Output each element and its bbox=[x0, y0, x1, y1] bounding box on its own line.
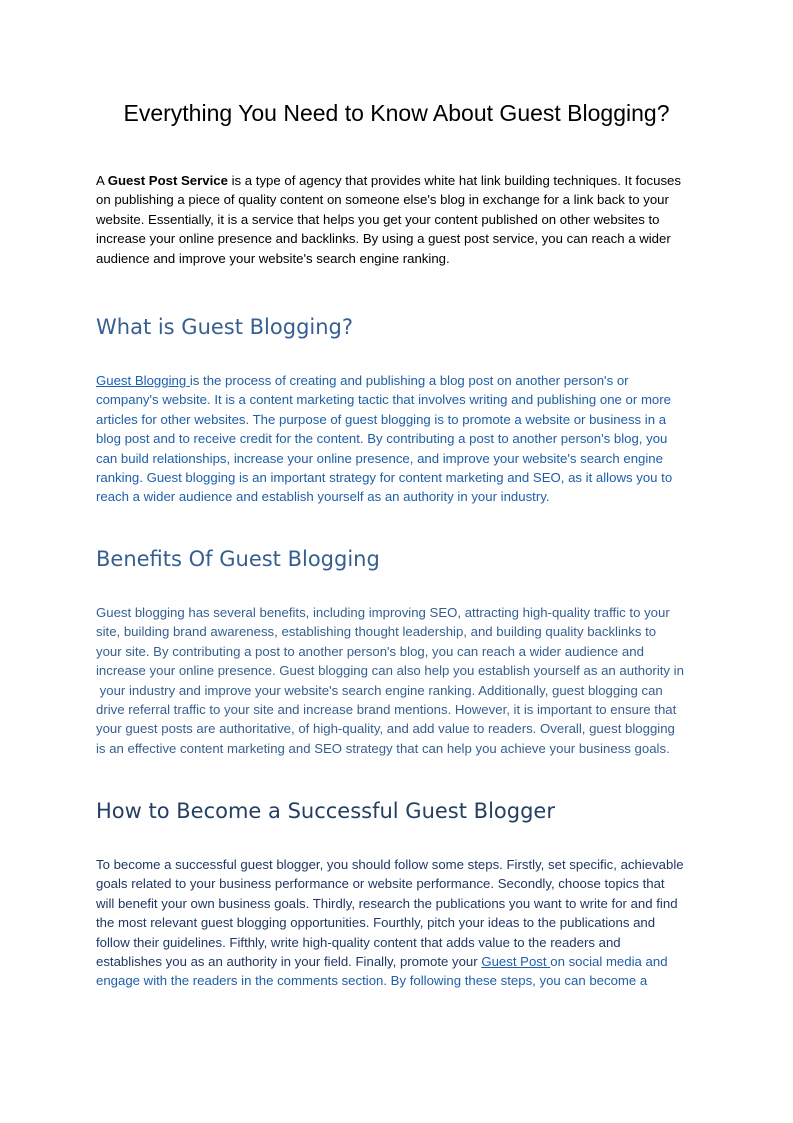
what-line1-rest: is the process of creating and publishing a blog post on another person's or bbox=[189, 373, 629, 388]
how-line bbox=[96, 952, 684, 971]
what-line: can build relationships, increase your online presence, and improve your website's search engine bbox=[96, 450, 663, 466]
how-line: goals related to your business performance or website performance. Secondly, choose topics that bbox=[96, 876, 665, 892]
benefits-line: site, building brand awareness, establishing thought leadership, and building quality backlinks to bbox=[96, 624, 657, 640]
intro-paragraph bbox=[96, 171, 681, 268]
heading-how-to-become: How to Become a Successful Guest Blogger bbox=[96, 799, 555, 823]
how-line6-after: on social media and bbox=[550, 954, 668, 970]
how-line: engage with the readers in the comments section. By following these steps, you can become a bbox=[96, 973, 648, 989]
intro-line: website. Essentially, it is a service that helps you get your content published on other websites to bbox=[96, 211, 660, 227]
how-line6-before: establishes you as an authority in your field. Finally, promote your bbox=[96, 954, 482, 970]
benefits-line: your site. By contributing a post to another person's blog, you can reach a wider audience and bbox=[96, 643, 644, 659]
intro-line bbox=[96, 171, 681, 190]
how-line: follow their guidelines. Fifthly, write high-quality content that adds value to the readers and bbox=[96, 934, 621, 950]
benefits-paragraph bbox=[96, 603, 684, 758]
how-paragraph bbox=[96, 855, 684, 991]
intro-line1-rest: is a type of agency that provides white hat link building techniques. It focuses bbox=[227, 173, 681, 188]
benefits-line: increase your online presence. Guest blogging can also help you establish yourself as an authority in bbox=[96, 663, 684, 679]
benefits-line: your industry and improve your website's search engine ranking. Additionally, guest blogging can bbox=[96, 682, 663, 698]
heading-what-is-guest-blogging: What is Guest Blogging? bbox=[96, 315, 354, 339]
page-title: Everything You Need to Know About Guest Blogging? bbox=[123, 100, 670, 126]
guest-post-link[interactable]: Guest Post bbox=[481, 954, 551, 970]
intro-line: increase your online presence and backlinks. By using a guest post service, you can reach a wider bbox=[96, 231, 671, 247]
intro-line: on publishing a piece of quality content on someone else's blog in exchange for a link back to your bbox=[96, 192, 669, 208]
guest-blogging-link[interactable]: Guest Blogging bbox=[96, 373, 190, 388]
how-line: will benefit your own business goals. Thirdly, research the publications you want to write for and find bbox=[96, 895, 678, 911]
how-line: the most relevant guest blogging opportunities. Fourthly, pitch your ideas to the publications and bbox=[96, 915, 656, 931]
benefits-line: drive referral traffic to your site and increase brand mentions. However, it is important to ensure that bbox=[96, 702, 677, 718]
benefits-line: Guest blogging has several benefits, including improving SEO, attracting high-quality traffic to your bbox=[96, 605, 670, 620]
what-line: blog post and to receive credit for the content. By contributing a post to another person's blog, you bbox=[96, 431, 668, 447]
what-line: company's website. It is a content marketing tactic that involves writing and publishing one or more bbox=[96, 392, 671, 408]
heading-benefits: Benefits Of Guest Blogging bbox=[96, 547, 380, 571]
what-line: reach a wider audience and establish yourself as an authority in your industry. bbox=[96, 489, 550, 505]
what-line: ranking. Guest blogging is an important strategy for content marketing and SEO, as it allows you to bbox=[96, 470, 673, 486]
intro-lead: A bbox=[96, 173, 108, 188]
benefits-line: is an effective content marketing and SEO strategy that can help you achieve your business goals. bbox=[96, 740, 670, 756]
how-line: To become a successful guest blogger, you should follow some steps. Firstly, set specific, achievable bbox=[96, 857, 684, 872]
what-paragraph bbox=[96, 371, 672, 507]
what-line: articles for other websites. The purpose of guest blogging is to promote a website or business in a bbox=[96, 411, 667, 427]
what-line bbox=[96, 371, 672, 390]
benefits-line: your guest posts are authoritative, of high-quality, and add value to readers. Overall, guest blogging bbox=[96, 721, 675, 737]
intro-line: audience and improve your website's search engine ranking. bbox=[96, 250, 450, 266]
intro-bold-term: Guest Post Service bbox=[107, 173, 228, 188]
